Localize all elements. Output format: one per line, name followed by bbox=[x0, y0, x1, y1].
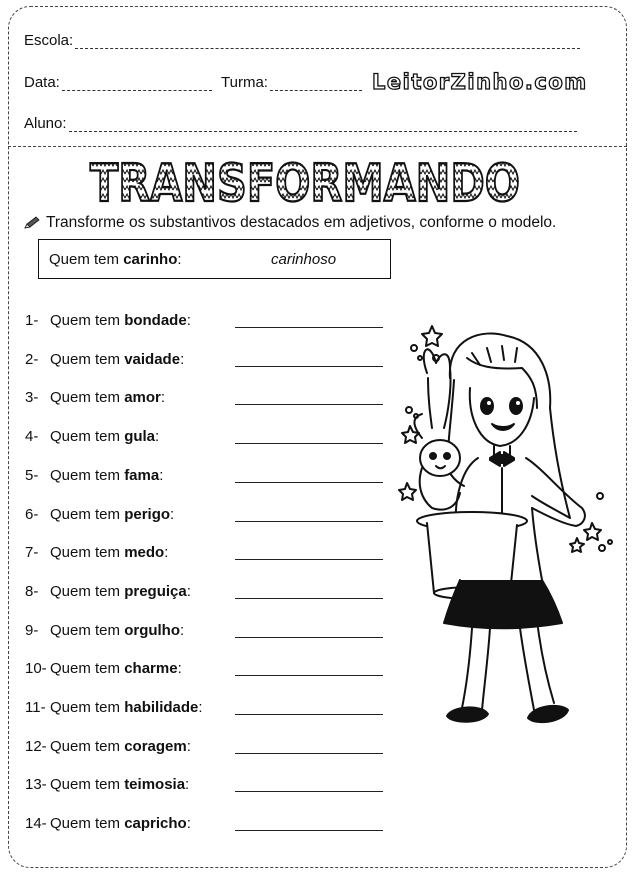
exercise-number: 10- bbox=[25, 660, 47, 678]
exercise-item bbox=[25, 583, 385, 603]
class-field bbox=[221, 74, 362, 91]
answer-blank[interactable] bbox=[235, 327, 383, 328]
exercise-number: 13- bbox=[25, 776, 47, 794]
exercise-number: 9- bbox=[25, 621, 39, 639]
class-blank[interactable] bbox=[270, 76, 362, 91]
instruction bbox=[24, 214, 556, 232]
exercise-prefix: Quem tem bbox=[50, 466, 125, 484]
answer-blank[interactable] bbox=[235, 443, 383, 444]
answer-blank[interactable] bbox=[235, 830, 383, 831]
exercise-suffix: : bbox=[186, 582, 191, 600]
exercise-suffix: : bbox=[170, 505, 175, 523]
worksheet-title bbox=[85, 152, 525, 214]
exercise-number: 1- bbox=[25, 312, 39, 329]
exercise-question bbox=[50, 738, 191, 755]
exercise-number: 12- bbox=[25, 737, 47, 755]
exercise-suffix: : bbox=[159, 466, 164, 484]
answer-blank[interactable] bbox=[235, 366, 383, 367]
pencil-icon bbox=[24, 216, 40, 230]
example-suffix: : bbox=[177, 250, 182, 268]
answer-blank[interactable] bbox=[235, 559, 383, 560]
exercise-suffix: : bbox=[160, 389, 166, 407]
exercise-keyword: preguiça bbox=[124, 582, 187, 600]
exercise-keyword: perigo bbox=[124, 505, 171, 523]
student-blank[interactable] bbox=[69, 117, 577, 132]
exercise-keyword: teimosia bbox=[124, 776, 186, 794]
exercise-item bbox=[25, 622, 385, 642]
example-answer: carinhoso bbox=[271, 250, 337, 268]
exercise-question bbox=[50, 312, 191, 329]
title-text: TRANSFORMANDO bbox=[90, 154, 520, 214]
brand-logo: LeitorZinho.com bbox=[372, 70, 588, 94]
exercise-question bbox=[50, 428, 159, 445]
exercise-prefix: Quem tem bbox=[50, 737, 125, 755]
exercise-item bbox=[25, 467, 385, 487]
example-box bbox=[38, 239, 391, 279]
example-question bbox=[49, 251, 182, 268]
school-field bbox=[24, 32, 580, 49]
exercise-prefix: Quem tem bbox=[50, 776, 125, 794]
exercise-item bbox=[25, 312, 385, 332]
exercise-keyword: charme bbox=[124, 660, 178, 678]
exercise-question bbox=[50, 506, 174, 523]
exercise-prefix: Quem tem bbox=[50, 505, 125, 523]
exercise-suffix: : bbox=[177, 660, 182, 678]
exercise-suffix: : bbox=[164, 544, 169, 562]
exercise-keyword: fama bbox=[124, 466, 160, 484]
exercise-number: 3- bbox=[25, 389, 39, 407]
date-blank[interactable] bbox=[62, 76, 212, 91]
exercise-suffix: : bbox=[186, 737, 191, 755]
class-label: Turma: bbox=[221, 74, 268, 91]
exercise-question bbox=[50, 389, 165, 406]
answer-blank[interactable] bbox=[235, 482, 383, 483]
exercise-keyword: orgulho bbox=[124, 621, 181, 639]
exercise-item bbox=[25, 506, 385, 526]
example-keyword: carinho bbox=[123, 250, 178, 268]
exercise-number: 7- bbox=[25, 544, 39, 562]
exercise-prefix: Quem tem bbox=[50, 428, 125, 446]
example-prefix: Quem tem bbox=[49, 250, 124, 268]
exercise-suffix: : bbox=[186, 312, 191, 329]
exercise-suffix: : bbox=[180, 350, 185, 368]
exercise-number: 11- bbox=[25, 699, 46, 716]
exercise-keyword: capricho bbox=[124, 815, 187, 833]
answer-blank[interactable] bbox=[235, 675, 383, 676]
answer-blank[interactable] bbox=[235, 637, 383, 638]
exercise-prefix: Quem tem bbox=[50, 815, 125, 833]
exercise-prefix: Quem tem bbox=[50, 544, 125, 562]
exercise-item bbox=[25, 389, 385, 409]
answer-blank[interactable] bbox=[235, 714, 383, 715]
exercise-item bbox=[25, 738, 385, 758]
exercise-prefix: Quem tem bbox=[50, 582, 125, 600]
exercise-item bbox=[25, 544, 385, 564]
exercise-question bbox=[50, 351, 184, 368]
exercise-item bbox=[25, 351, 385, 371]
answer-blank[interactable] bbox=[235, 791, 383, 792]
exercise-suffix: : bbox=[198, 699, 203, 716]
exercise-number: 2- bbox=[25, 350, 39, 368]
exercise-keyword: habilidade bbox=[124, 699, 199, 716]
exercise-question bbox=[50, 776, 189, 793]
exercise-suffix: : bbox=[155, 428, 160, 446]
exercise-question bbox=[50, 544, 168, 561]
exercise-item bbox=[25, 660, 385, 680]
exercise-number: 6- bbox=[25, 505, 39, 523]
exercise-suffix: : bbox=[186, 815, 191, 833]
exercise-suffix: : bbox=[180, 621, 185, 639]
exercise-question bbox=[50, 815, 191, 832]
exercise-question bbox=[50, 467, 163, 484]
exercise-prefix: Quem tem bbox=[50, 389, 125, 407]
exercise-prefix: Quem tem bbox=[50, 699, 125, 716]
answer-blank[interactable] bbox=[235, 521, 383, 522]
instruction-text: Transforme os substantivos destacados em adjetivos, conforme o modelo. bbox=[46, 214, 557, 231]
exercise-question bbox=[50, 660, 182, 677]
header-divider bbox=[8, 146, 627, 147]
exercise-keyword: gula bbox=[124, 428, 156, 446]
exercise-prefix: Quem tem bbox=[50, 660, 125, 678]
exercise-keyword: coragem bbox=[124, 737, 187, 755]
exercise-item bbox=[25, 815, 385, 835]
answer-blank[interactable] bbox=[235, 598, 383, 599]
exercise-number: 5- bbox=[25, 466, 39, 484]
exercise-question bbox=[50, 583, 191, 600]
student-field bbox=[24, 115, 577, 132]
magician-girl-with-rabbit-illustration bbox=[392, 318, 617, 738]
exercise-keyword: amor bbox=[124, 389, 161, 407]
answer-blank[interactable] bbox=[235, 404, 383, 405]
school-blank[interactable] bbox=[75, 34, 580, 49]
exercise-suffix: : bbox=[185, 776, 190, 794]
exercise-prefix: Quem tem bbox=[50, 621, 125, 639]
exercise-prefix: Quem tem bbox=[50, 312, 125, 329]
exercise-keyword: bondade bbox=[124, 312, 187, 329]
exercise-prefix: Quem tem bbox=[50, 350, 125, 368]
exercise-item bbox=[25, 776, 385, 796]
date-field bbox=[24, 74, 212, 91]
answer-blank[interactable] bbox=[235, 753, 383, 754]
exercise-question bbox=[50, 622, 184, 639]
exercise-item bbox=[25, 428, 385, 448]
student-label: Aluno: bbox=[24, 115, 67, 132]
exercise-number: 4- bbox=[25, 428, 39, 446]
school-label: Escola: bbox=[24, 32, 74, 49]
exercise-number: 8- bbox=[25, 582, 39, 600]
date-label: Data: bbox=[24, 74, 60, 91]
exercise-keyword: medo bbox=[124, 544, 165, 562]
exercise-item bbox=[25, 699, 385, 719]
exercise-number: 14- bbox=[25, 815, 47, 833]
exercise-keyword: vaidade bbox=[124, 350, 181, 368]
exercise-question bbox=[50, 699, 203, 716]
